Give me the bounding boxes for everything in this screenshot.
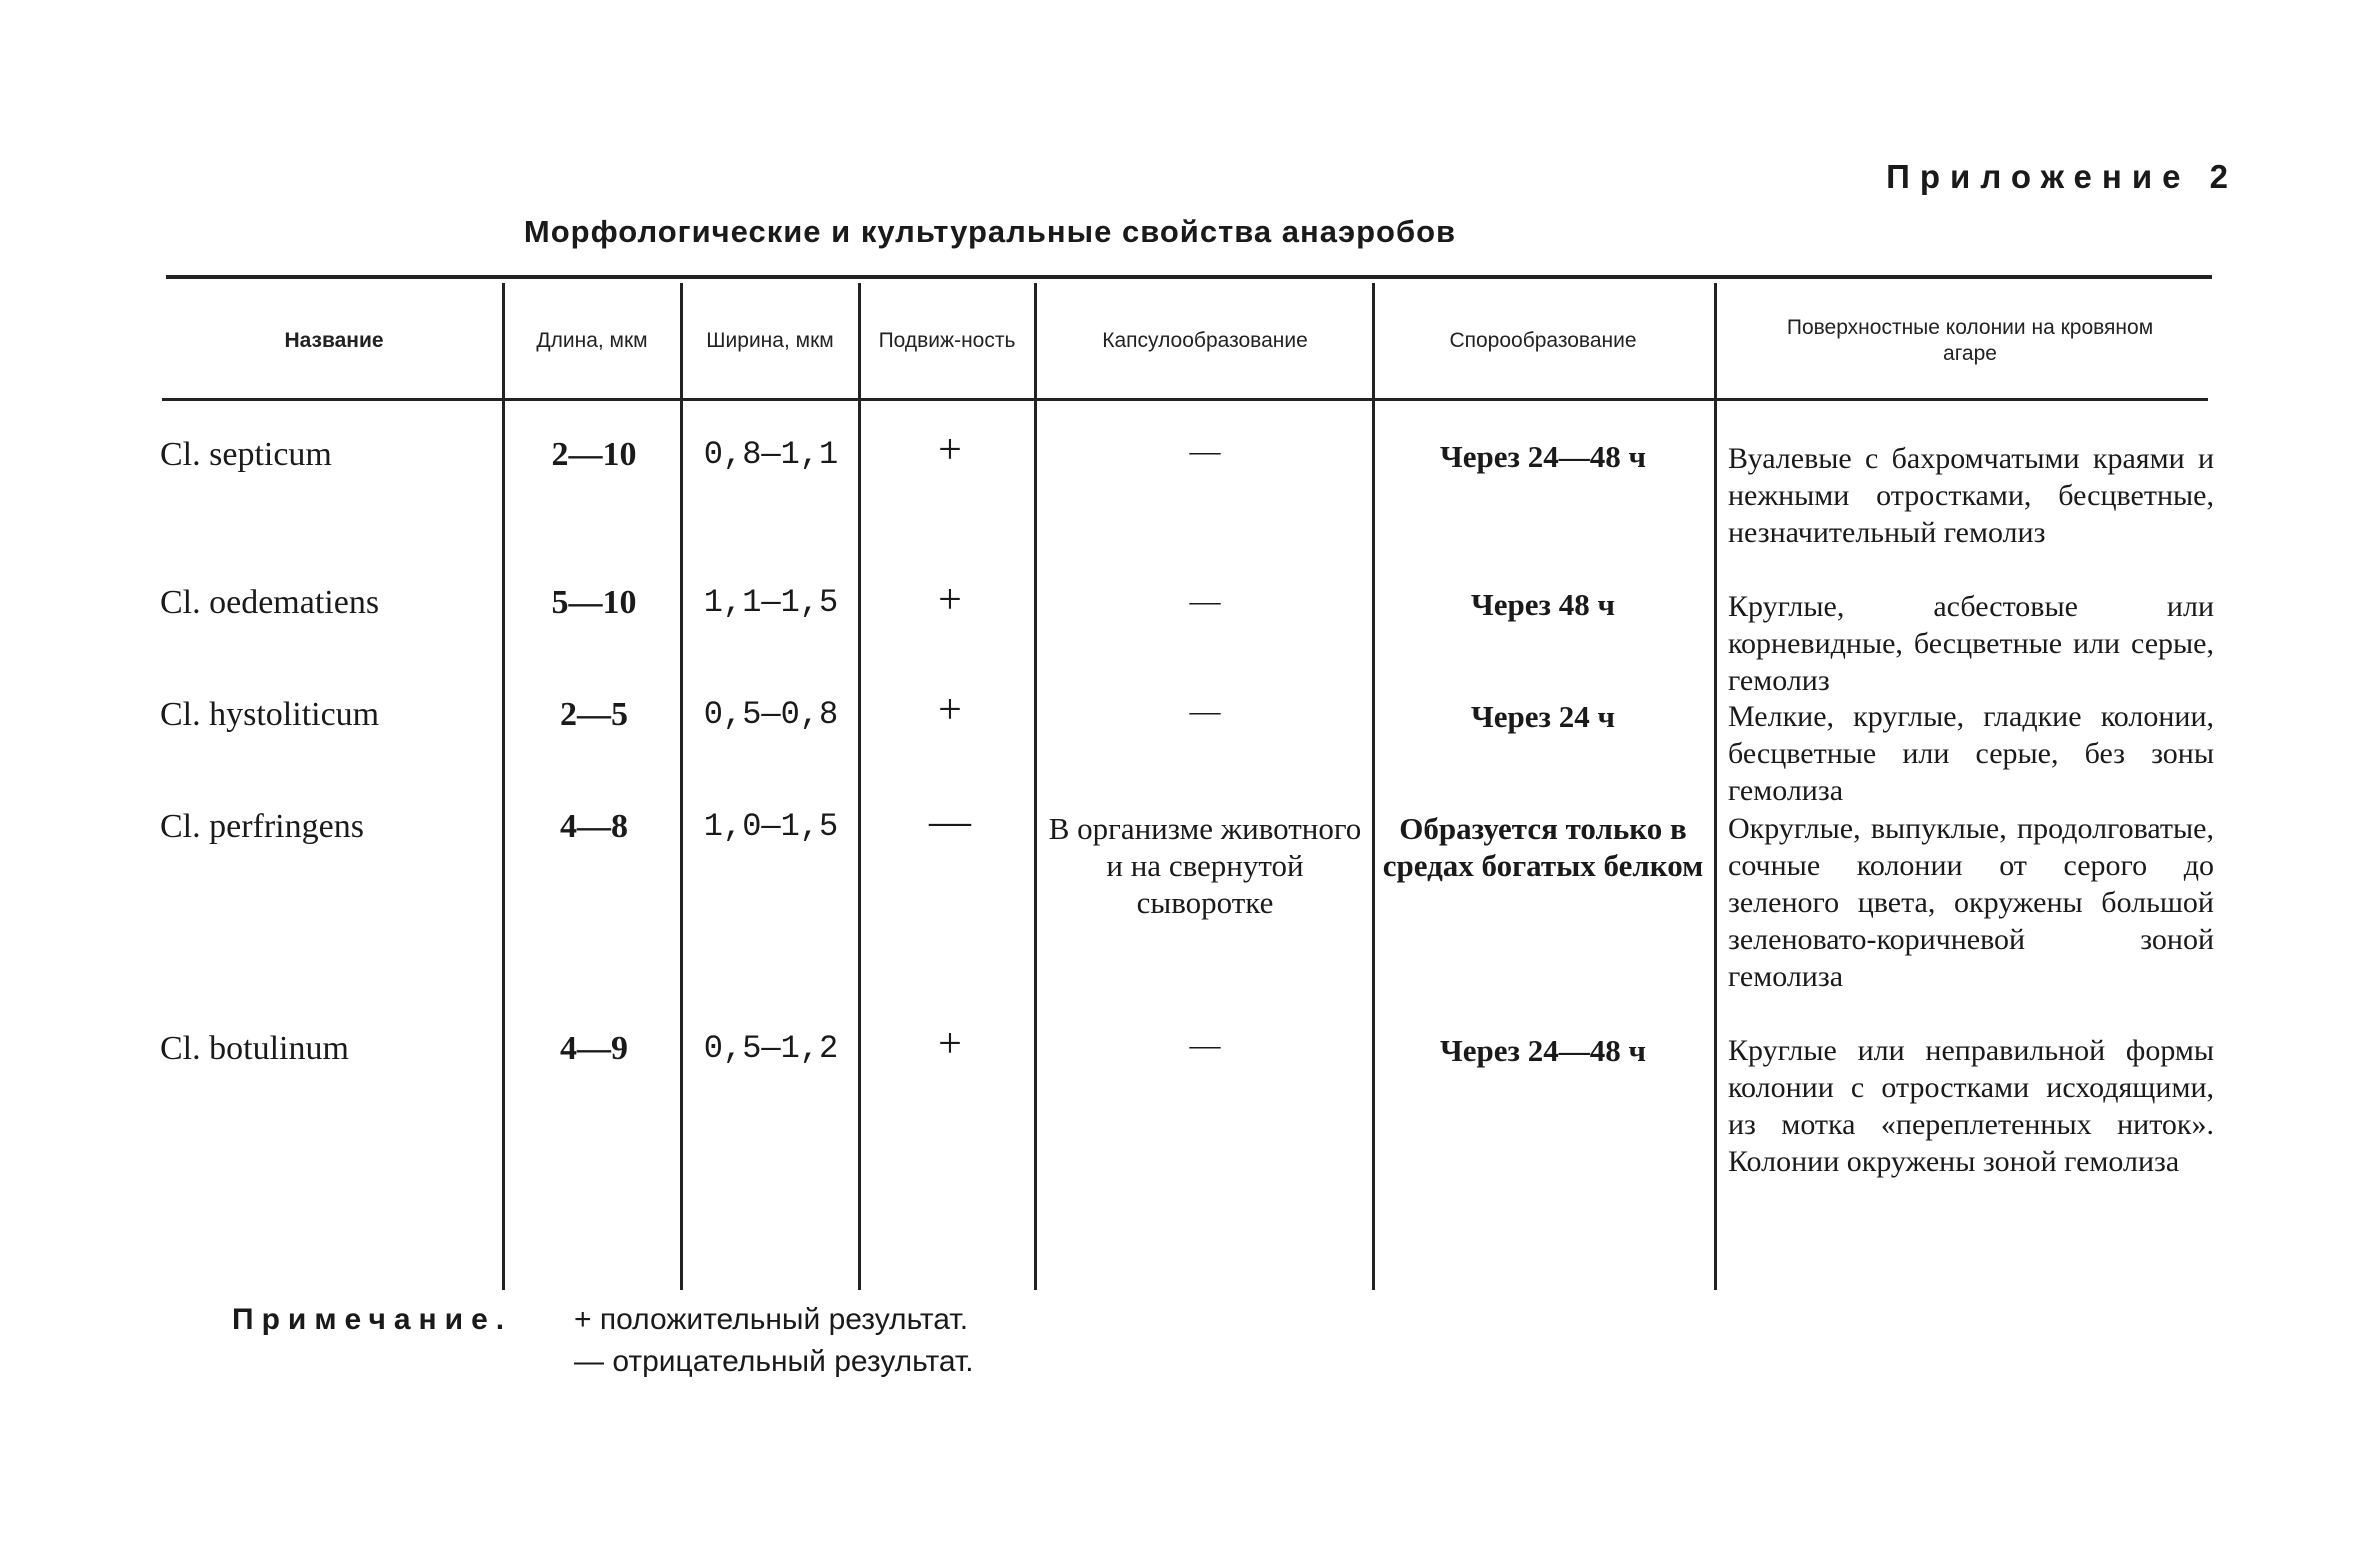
cell-name: Cl. hystoliticum: [160, 696, 380, 733]
column-divider: [858, 283, 861, 1290]
column-divider: [1034, 283, 1037, 1290]
cell-spore: Через 24 ч: [1471, 699, 1615, 734]
column-divider: [1714, 283, 1717, 1290]
cell-colonies: Круглые или неправильной формы колонии с отростками исходящими, из мотка «переплетенных ниток». Колонии окружены зоной гемолиза: [1728, 1034, 2214, 1178]
column-divider: [1372, 283, 1375, 1290]
cell-length: 4—9: [560, 1030, 628, 1067]
header-colonies: Поверхностные колонии на кровяном агаре: [1786, 315, 2154, 365]
cell-motility: +: [938, 687, 962, 733]
note-positive: + положительный результат.: [574, 1303, 969, 1336]
cell-name: Cl. perfringens: [160, 808, 364, 845]
cell-name: Cl. septicum: [160, 436, 332, 473]
header-length: Длина, мкм: [536, 328, 648, 352]
column-divider: [680, 283, 683, 1290]
cell-motility: +: [938, 577, 962, 623]
appendix-label: Приложение 2: [1886, 158, 2238, 195]
cell-capsule: —: [1189, 693, 1221, 728]
cell-name: Cl. oedematiens: [160, 584, 380, 621]
cell-motility: +: [938, 1021, 962, 1067]
cell-motility: +: [938, 427, 962, 473]
cell-colonies: Мелкие, круглые, гладкие колонии, бесцветные или серые, без зоны гемолиза: [1728, 700, 2214, 807]
header-capsule: Капсулообразование: [1102, 328, 1308, 352]
cell-width: 0,8—1,1: [703, 436, 839, 473]
cell-width: 1,0—1,5: [703, 808, 839, 845]
note-negative: — отрицательный результат.: [574, 1345, 974, 1378]
cell-colonies: Вуалевые с бахромчатыми краями и нежными отростками, бесцветные, незначительный гемолиз: [1728, 442, 2214, 549]
header-width: Ширина, мкм: [706, 328, 834, 352]
cell-length: 4—8: [560, 808, 628, 845]
cell-capsule: —: [1189, 1027, 1221, 1062]
cell-capsule: —: [1189, 583, 1221, 618]
cell-colonies: Округлые, выпуклые, продолговатые, сочные колонии от серого до зеленого цвета, окружены большой зеленовато-коричневой зоной гемолиза: [1728, 812, 2214, 993]
header-spore: Спорообразование: [1449, 328, 1637, 352]
cell-width: 1,1—1,5: [703, 584, 839, 621]
cell-spore: Образуется только в средах богатых белком: [1382, 811, 1704, 883]
header-motility: Подвиж-ность: [878, 328, 1016, 352]
cell-length: 5—10: [551, 584, 637, 621]
table-top-rule: [166, 275, 2212, 279]
column-divider: [502, 283, 505, 1290]
note-label: Примечание.: [232, 1303, 513, 1336]
header-name: Название: [284, 328, 384, 352]
cell-width: 0,5—0,8: [703, 696, 839, 733]
cell-length: 2—5: [560, 696, 628, 733]
cell-spore: Через 24—48 ч: [1440, 439, 1646, 474]
cell-spore: Через 24—48 ч: [1440, 1033, 1646, 1068]
cell-length: 2—10: [551, 436, 637, 473]
cell-motility: —: [929, 799, 971, 845]
cell-name: Cl. botulinum: [160, 1030, 349, 1067]
cell-spore: Через 48 ч: [1471, 587, 1615, 622]
cell-capsule: —: [1189, 433, 1221, 468]
cell-width: 0,5—1,2: [703, 1030, 839, 1067]
table-caption: Морфологические и культуральные свойства анаэробов: [523, 214, 1457, 249]
cell-capsule: В организме животного и на свернутой сыворотке: [1048, 811, 1362, 920]
cell-colonies: Круглые, асбестовые или корневидные, бесцветные или серые, гемолиз: [1728, 590, 2214, 697]
